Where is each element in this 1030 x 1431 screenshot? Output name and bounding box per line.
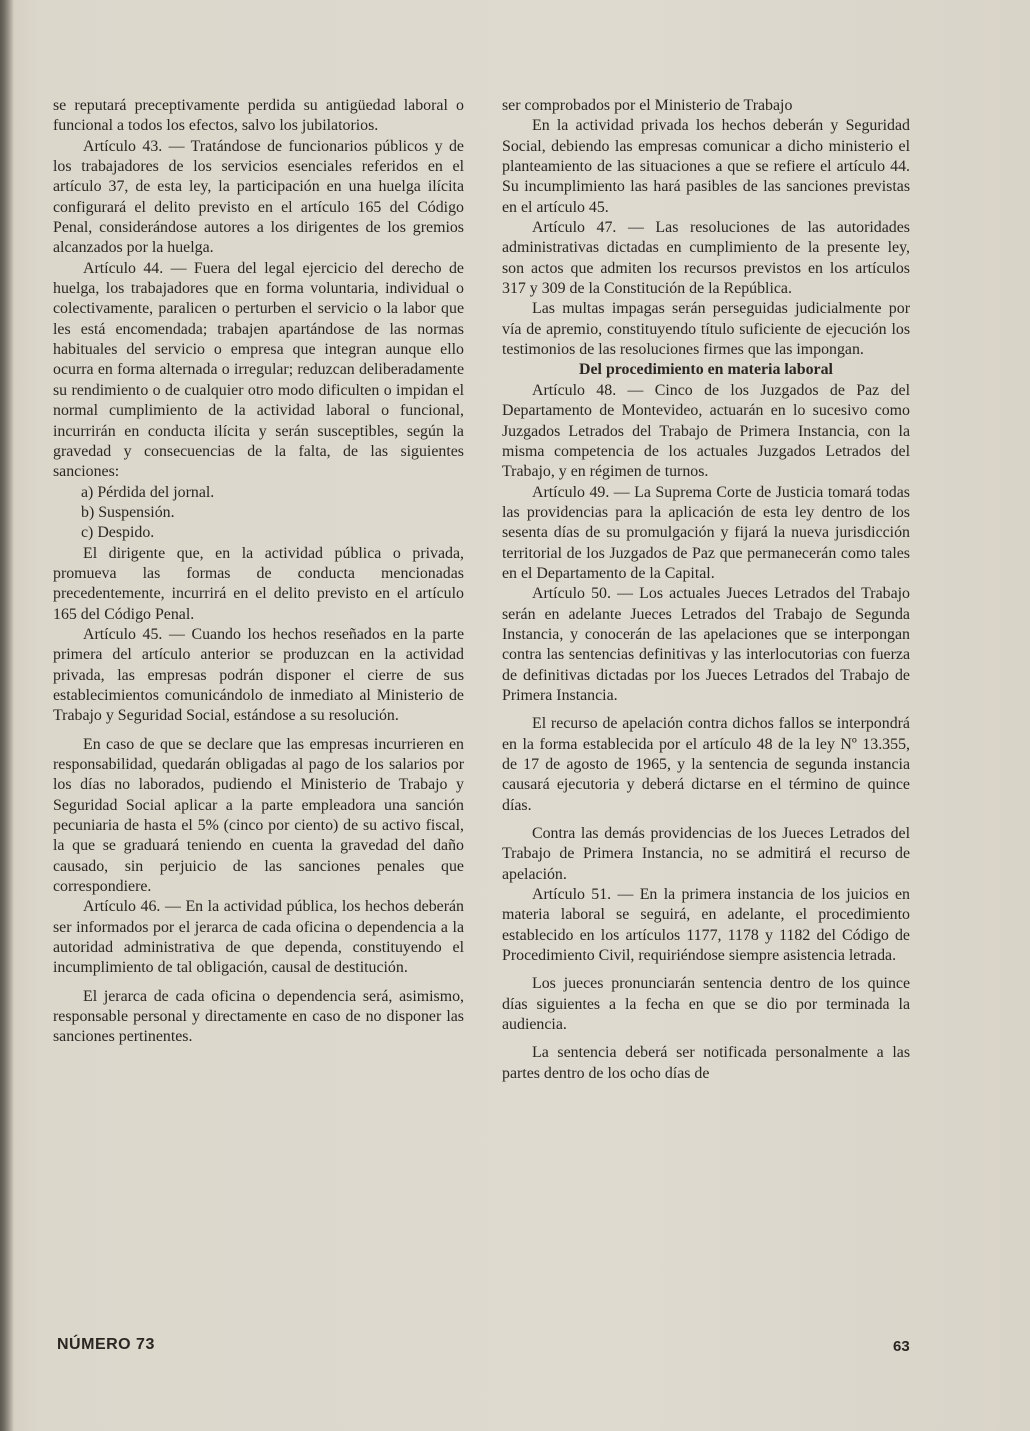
paragraph: Las multas impagas serán perseguidas judicialmente por vía de apremio, constituyendo título suficiente de ejecución los testimonios de las resoluciones firmes que las impongan. [502,300,910,359]
paragraph: Artículo 49. — La Suprema Corte de Justicia tomará todas las providencias para la aplicación de esta ley dentro de los sesenta días de su promulgación y fijará la nueva jurisdicción territorial de los Juzgados de Paz que permanecerán como tales en el Departamento de la Capital. [502,483,910,582]
paragraph: En la actividad privada los hechos deberán y Seguridad Social, debiendo las empresas comunicar a dicho ministerio el planteamiento de las situaciones a que se refiere el artículo 44. Su incumplimiento las hará pasibles de las sanciones previstas en el artículo 45. [502,117,910,216]
section-heading: Del procedimiento en materia laboral [579,361,833,379]
left-text-column [53,96,464,1048]
paragraph: Artículo 46. — En la actividad pública, los hechos deberán ser informados por el jerarca de cada oficina o dependencia a la autoridad administrativa de que dependa, constituyendo el incumplimiento de tal obligación, causal de destitución. [53,898,464,977]
paragraph: Artículo 50. — Los actuales Jueces Letrados del Trabajo serán en adelante Jueces Letrados del Trabajo de Segunda Instancia, y conocerán de las apelaciones que se interpongan contra las sentencias definitivas y las interlocutorias con fuerza de definitivas dictadas por los Jueces Letrados del Trabajo de Primera Instancia. [502,585,910,704]
paragraph: El dirigente que, en la actividad pública o privada, promueva las formas de conducta mencionadas precedentemente, incurrirá en el delito previsto en el artículo 165 del Código Penal. [53,544,464,623]
right-text-column [502,96,910,1084]
paragraph: Los jueces pronunciarán sentencia dentro de los quince días siguientes a la fecha en que se dio por terminada la audiencia. [502,975,910,1034]
paragraph: La sentencia deberá ser notificada personalmente a las partes dentro de los ocho días de [502,1044,910,1082]
paragraph: Artículo 44. — Fuera del legal ejercicio del derecho de huelga, los trabajadores que en forma voluntaria, individual o colectivamente, paralicen o perturben el servicio o la labor que les está encomendada; trabajen apartándose de las normas habituales del servicio o empresa que integran aunque ello ocurra en forma alternada o irregular; reduzcan deliberadamente su rendimiento o de cualquier otro modo dificulten o impidan el normal cumplimiento de la actividad laboral o funcional, incurrirán en conducta ilícita y serán susceptibles, según la gravedad y consecuencias de la falta, de las siguientes sanciones: [53,259,464,481]
paragraph: Artículo 51. — En la primera instancia de los juicios en materia laboral se seguirá, en adelante, el procedimiento establecido en los artículos 1177, 1178 y 1182 del Código de Procedimiento Civil, requiriéndose siempre asistencia letrada. [502,886,910,965]
paragraph: se reputará preceptivamente perdida su antigüedad laboral o funcional a todos los efectos, salvo los jubilatorios. [53,97,464,135]
paragraph: El recurso de apelación contra dichos fallos se interpondrá en la forma establecida por el artículo 48 de la ley Nº 13.355, de 17 de agosto de 1965, y la sentencia de segunda instancia causará ejecutoria y deberá dictarse en el término de quince días. [502,715,910,814]
paragraph: ser comprobados por el Ministerio de Trabajo [502,97,793,114]
issue-number: NÚMERO 73 [57,1336,155,1353]
list-item: c) Despido. [81,524,155,542]
paragraph: Artículo 45. — Cuando los hechos reseñados en la parte primera del artículo anterior se produzcan en la actividad privada, las empresas podrán disponer el cierre de sus establecimientos comunicándolo de inmediato al Ministerio de Trabajo y Seguridad Social, estándose a su resolución. [53,625,464,725]
list-item: b) Suspensión. [81,503,175,521]
binding-shadow [0,0,14,1431]
paragraph: El jerarca de cada oficina o dependencia será, asimismo, responsable personal y directamente en caso de no disponer las sanciones pertinentes. [53,987,464,1046]
list-item: a) Pérdida del jornal. [81,483,215,501]
paragraph: En caso de que se declare que las empresas incurrieren en responsabilidad, quedarán obligadas al pago de los salarios por los días no laborados, pudiendo el Ministerio de Trabajo y Seguridad Social aplicar a la parte empleadora una sanción pecuniaria de hasta el 5% (cinco por ciento) de su activo fiscal, la que se graduará teniendo en cuenta la gravedad del daño causado, sin perjuicio de las sanciones penales que correspondiere. [53,735,464,896]
page-number: 63 [893,1338,910,1355]
paragraph: Contra las demás providencias de los Jueces Letrados del Trabajo de Primera Instancia, no se admitirá el recurso de apelación. [502,825,910,883]
paragraph: Artículo 43. — Tratándose de funcionarios públicos y de los trabajadores de los servicios esenciales referidos en el artículo 37, de esta ley, la participación en una huelga ilícita configurará el delito previsto en el artículo 165 del Código Penal, considerándose autores a los dirigentes de los gremios alcanzados por la huelga. [53,137,464,257]
paragraph: Artículo 48. — Cinco de los Juzgados de Paz del Departamento de Montevideo, actuarán en lo sucesivo como Juzgados Letrados del Trabajo de Primera Instancia, con la misma competencia de los actuales Juzgados Letrados del Trabajo, y en régimen de turnos. [502,381,910,481]
paragraph: Artículo 47. — Las resoluciones de las autoridades administrativas dictadas en cumplimiento de la presente ley, son actos que admiten los recursos previstos en los artículos 317 y 309 de la Constitución de la República. [502,219,910,298]
